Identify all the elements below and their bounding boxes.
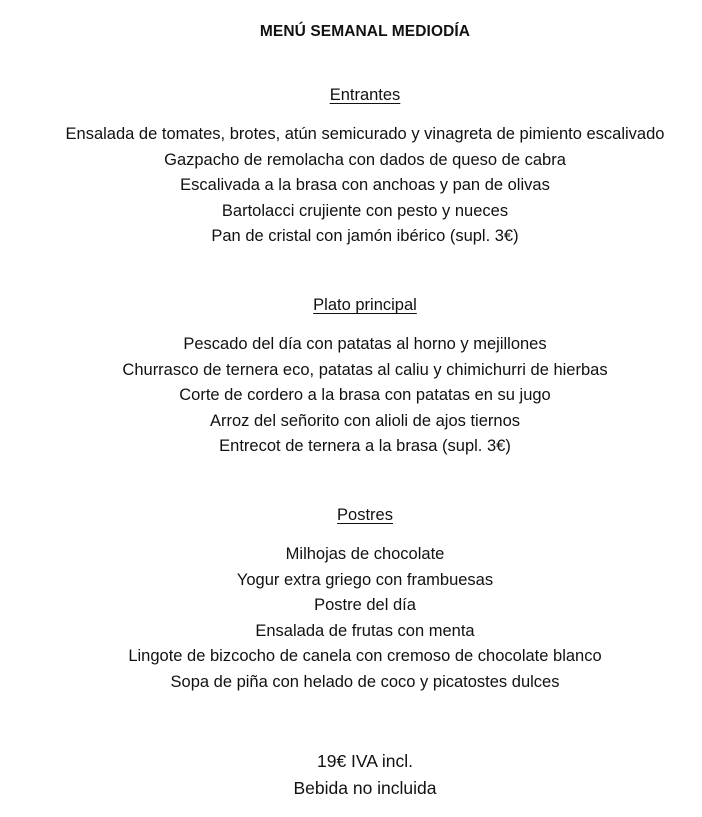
menu-title: MENÚ SEMANAL MEDIODÍA <box>259 23 471 40</box>
dish-list-plato-principal <box>0 332 702 460</box>
section-heading-postres: Postres <box>337 506 393 524</box>
dish-item: Lingote de bizcocho de canela con cremoso de chocolate blanco <box>128 647 602 665</box>
dish-item: Postre del día <box>314 596 416 614</box>
dish-item: Arroz del señorito con alioli de ajos tiernos <box>210 411 520 430</box>
dish-item: Sopa de piña con helado de coco y picatostes dulces <box>170 672 560 691</box>
dish-item: Entrecot de ternera a la brasa (supl. 3€) <box>219 437 511 455</box>
dish-item: Corte de cordero a la brasa con patatas en su jugo <box>179 386 551 404</box>
dish-item: Pescado del día con patatas al horno y mejillones <box>183 335 547 353</box>
section-heading-entrantes: Entrantes <box>329 86 401 104</box>
dish-item: Ensalada de tomates, brotes, atún semicurado y vinagreta de pimiento escalivado <box>65 125 665 143</box>
dish-item: Pan de cristal con jamón ibérico (supl. 3€) <box>211 227 519 245</box>
section-heading-plato-principal: Plato principal <box>313 296 417 314</box>
dish-item: Escalivada a la brasa con anchoas y pan de olivas <box>180 176 550 194</box>
dish-list-entrantes <box>0 122 702 250</box>
dish-item: Gazpacho de remolacha con dados de queso de cabra <box>164 150 566 169</box>
drink-note: Bebida no incluida <box>293 778 437 798</box>
dish-list-postres <box>0 542 702 695</box>
menu-price: 19€ IVA incl. <box>317 751 413 771</box>
dish-item: Milhojas de chocolate <box>285 545 445 563</box>
dish-item: Ensalada de frutas con menta <box>255 621 475 640</box>
dish-item: Yogur extra griego con frambuesas <box>236 570 494 589</box>
dish-item: Bartolacci crujiente con pesto y nueces <box>221 201 509 220</box>
dish-item: Churrasco de ternera eco, patatas al caliu y chimichurri de hierbas <box>122 360 608 379</box>
